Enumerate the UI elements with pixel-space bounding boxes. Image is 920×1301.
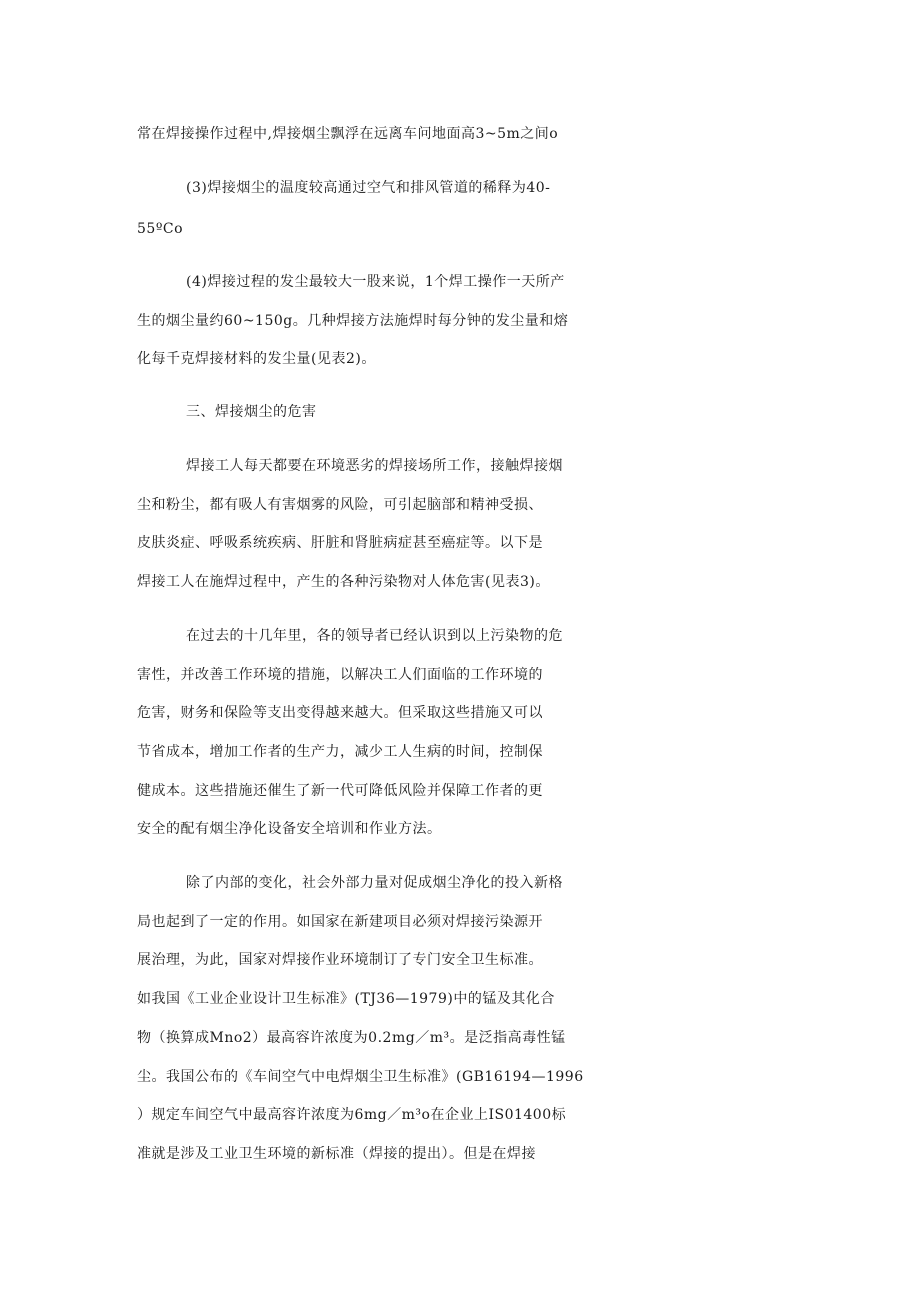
text-line: 皮肤炎症、呼吸系统疾病、肝脏和肾脏病症甚至癌症等。以下是 xyxy=(137,535,543,551)
text-line: 焊接工人在施焊过程中，产生的各种污染物对人体危害(见表3)。 xyxy=(137,574,550,590)
text-line: 安全的配有烟尘净化设备安全培训和作业方法。 xyxy=(137,821,442,837)
text-line: 除了内部的变化，社会外部力量对促成烟尘净化的投入新格 xyxy=(186,875,563,891)
text-line: ）规定车间空气中最高容许浓度为6mg／m³o在企业上IS01400标 xyxy=(137,1107,567,1123)
text-line: 焊接工人每天都要在环境恶劣的焊接场所工作，接触焊接烟 xyxy=(186,458,563,474)
text-line: 局也起到了一定的作用。如国家在新建项目必须对焊接污染源开 xyxy=(137,914,543,930)
text-line: (3)焊接烟尘的温度较高通过空气和排风管道的稀释为40- xyxy=(186,180,551,196)
text-line: 化每千克焊接材料的发尘量(见表2)。 xyxy=(137,351,376,367)
text-line: 在过去的十几年里，各的领导者已经认识到以上污染物的危 xyxy=(186,628,563,644)
text-line: 常在焊接操作过程中,焊接烟尘飘浮在远离车问地面高3~5m之间o xyxy=(137,126,559,142)
text-line: 物（换算成Mno2）最高容许浓度为0.2mg／m³。是泛指高毒性锰 xyxy=(137,1030,566,1046)
text-line: 生的烟尘量约60~150g。几种焊接方法施焊时每分钟的发尘量和熔 xyxy=(137,313,569,329)
text-line: 尘和粉尘，都有吸人有害烟雾的风险，可引起脑部和精神受损、 xyxy=(137,497,543,513)
text-line: 健成本。这些措施还催生了新一代可降低风险并保障工作者的更 xyxy=(137,783,543,799)
text-line: 展治理，为此，国家对焊接作业环境制订了专门安全卫生标准。 xyxy=(137,952,543,968)
text-line: 55ºCo xyxy=(137,221,184,237)
text-line: (4)焊接过程的发尘最较大一股来说，1个焊工操作一天所产 xyxy=(186,274,565,290)
text-line: 准就是涉及工业卫生环境的新标准（焊接的提出）。但是在焊接 xyxy=(137,1146,536,1162)
text-line: 危害，财务和保险等支出变得越来越大。但采取这些措施又可以 xyxy=(137,705,543,721)
text-line: 害性，并改善工作环境的措施，以解决工人们面临的工作环境的 xyxy=(137,667,543,683)
text-line: 节省成本，增加工作者的生产力，减少工人生病的时间，控制保 xyxy=(137,744,543,760)
section-heading: 三、焊接烟尘的危害 xyxy=(186,404,317,420)
text-line: 尘。我国公布的《车间空气中电焊烟尘卫生标准》(GB16194—1996 xyxy=(137,1069,584,1085)
text-line: 如我国《工业企业设计卫生标准》(TJ36—1979)中的锰及其化合 xyxy=(137,991,555,1007)
